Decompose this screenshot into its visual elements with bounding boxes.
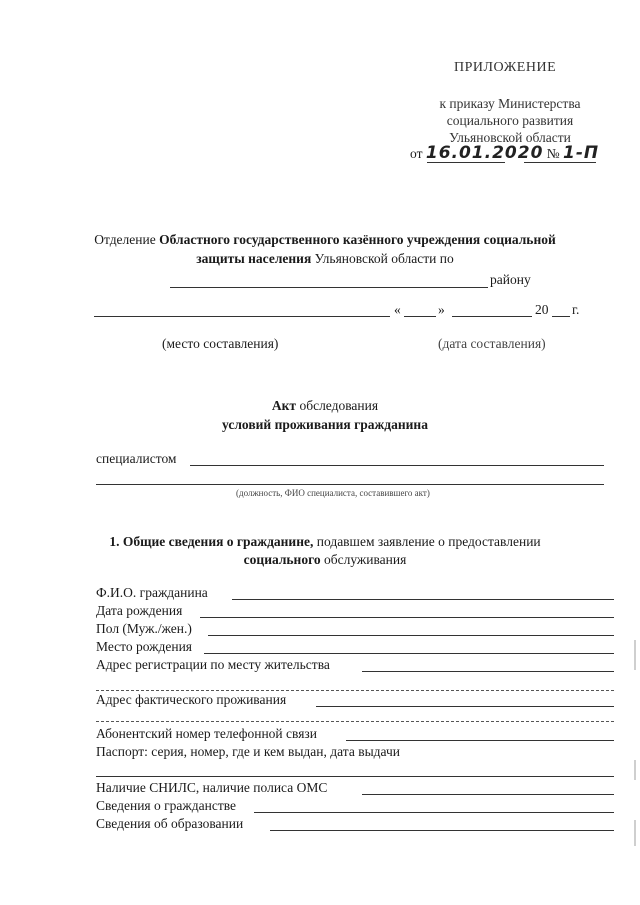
year-field[interactable] xyxy=(552,316,570,317)
specialist-label: специалистом xyxy=(96,451,177,466)
act-title-bold: Акт xyxy=(271,398,297,413)
education-field[interactable] xyxy=(270,830,614,831)
order-line-3: Ульяновской области xyxy=(449,130,571,145)
phone-field[interactable] xyxy=(346,740,614,741)
order-line-2: социального развития xyxy=(446,113,574,128)
snils-field[interactable] xyxy=(362,794,614,795)
birth-date-label: Дата рождения xyxy=(96,603,183,618)
sex-field[interactable] xyxy=(208,635,614,636)
fio-label: Ф.И.О. гражданина xyxy=(96,585,208,600)
birth-date-field[interactable] xyxy=(200,617,614,618)
place-field[interactable] xyxy=(94,316,390,317)
citizenship-field[interactable] xyxy=(254,812,614,813)
actual-address-field-line-2[interactable] xyxy=(96,721,614,722)
order-number-sign: № xyxy=(546,146,560,161)
order-date-handwritten: 16.01.2020 xyxy=(425,143,544,163)
order-line-1: к приказу Министерства xyxy=(439,96,581,111)
section1-heading-2-plain: обслуживания xyxy=(320,552,407,567)
day-field[interactable] xyxy=(404,316,436,317)
org-line-2-plain: Ульяновской области по xyxy=(311,251,454,266)
year-suffix: г. xyxy=(572,302,580,317)
actual-address-label: Адрес фактического проживания xyxy=(96,692,287,707)
org-line-1 xyxy=(40,232,610,248)
quote-close: » xyxy=(438,302,445,317)
act-title-plain: обследования xyxy=(296,398,379,413)
scan-edge-mark xyxy=(634,820,636,846)
reg-address-field-line-2[interactable] xyxy=(96,690,614,691)
date-caption: (дата составления) xyxy=(438,336,546,351)
org-line-2-bold: защиты населения xyxy=(196,251,312,266)
specialist-field[interactable] xyxy=(190,465,604,466)
section1-heading-line-2 xyxy=(40,552,610,568)
order-number-handwritten: 1-П xyxy=(563,143,600,163)
order-number-underline xyxy=(524,162,596,163)
reg-address-label: Адрес регистрации по месту жительства xyxy=(96,657,330,672)
sex-label: Пол (Муж./жен.) xyxy=(96,621,192,636)
passport-field[interactable] xyxy=(96,776,614,777)
citizenship-label: Сведения о гражданстве xyxy=(96,798,237,813)
section1-heading-bold: 1. Общие сведения о гражданине, xyxy=(109,534,314,549)
appendix-title: ПРИЛОЖЕНИЕ xyxy=(454,60,557,75)
year-prefix: 20 xyxy=(535,302,549,317)
education-label: Сведения об образовании xyxy=(96,816,244,831)
section1-heading-line-1 xyxy=(40,534,610,550)
scan-edge-mark xyxy=(634,760,636,780)
specialist-field-line-2[interactable] xyxy=(96,484,604,485)
org-line-1-bold: Областного государственного казённого учреждения социальной xyxy=(159,232,556,247)
section1-heading-2-bold: социального xyxy=(243,552,321,567)
actual-address-field[interactable] xyxy=(316,706,614,707)
org-line-1-plain: Отделение xyxy=(94,232,160,247)
act-title xyxy=(40,398,610,414)
scan-edge-mark xyxy=(634,640,636,670)
order-ref xyxy=(410,143,599,163)
order-from-label: от xyxy=(410,146,423,161)
org-line-2 xyxy=(40,251,610,267)
month-field[interactable] xyxy=(452,316,532,317)
place-caption: (место составления) xyxy=(162,336,279,351)
reg-address-field[interactable] xyxy=(362,671,614,672)
district-field[interactable] xyxy=(170,287,488,288)
birth-place-label: Место рождения xyxy=(96,639,193,654)
quote-open: « xyxy=(394,302,401,317)
order-date-underline xyxy=(427,162,505,163)
specialist-caption: (должность, ФИО специалиста, составившего акт) xyxy=(236,488,430,498)
phone-label: Абонентский номер телефонной связи xyxy=(96,726,317,741)
district-suffix: району xyxy=(490,272,531,287)
section1-heading-plain: подавшем заявление о предоставлении xyxy=(313,534,541,549)
act-subtitle: условий проживания гражданина xyxy=(222,417,428,432)
snils-label: Наличие СНИЛС, наличие полиса ОМС xyxy=(96,780,328,795)
passport-label: Паспорт: серия, номер, где и кем выдан, дата выдачи xyxy=(96,744,400,759)
birth-place-field[interactable] xyxy=(204,653,614,654)
fio-field[interactable] xyxy=(232,599,614,600)
